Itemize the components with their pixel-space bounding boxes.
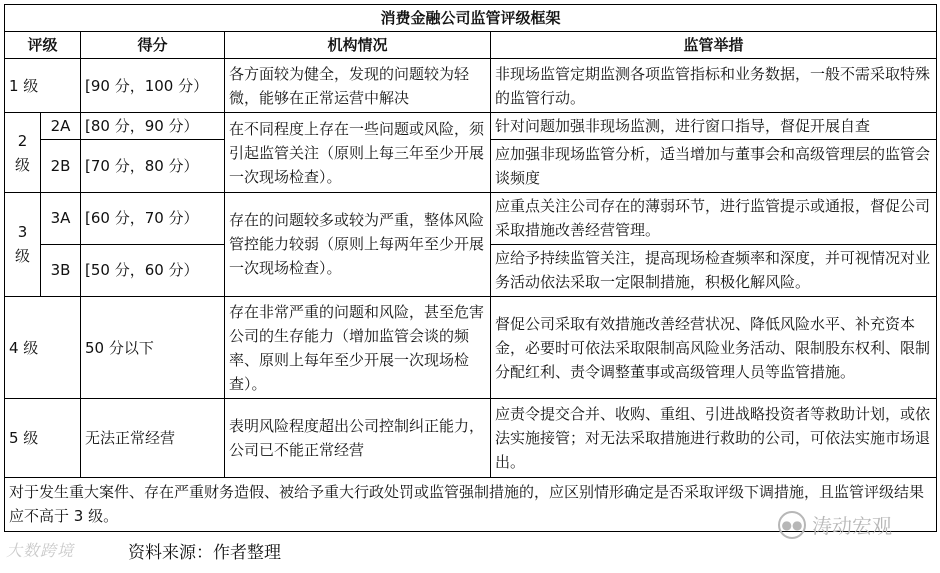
table-row <box>5 192 937 244</box>
level-3a-measures: 应重点关注公司存在的薄弱环节，进行监管提示或通报，督促公司采取措施改善经营管理。 <box>491 192 937 244</box>
header-measures: 监管举措 <box>491 32 937 59</box>
level-3-label <box>5 192 41 296</box>
table-row <box>5 113 937 140</box>
watermark-right-text: 涛动宏观 <box>812 514 892 538</box>
level-4-label: 4 级 <box>5 297 81 399</box>
table-note: 对于发生重大案件、存在严重财务造假、被给予重大行政处罚或监管强制措施的，应区别情形确定是否采取评级下调措施，且监管评级结果应不高于 3 级。 <box>5 477 937 531</box>
level-3a-code: 3A <box>41 192 81 244</box>
level-2b-measures: 应加强非现场监管分析，适当增加与董事会和高级管理层的监管会谈频度 <box>491 140 937 192</box>
level-4-score: 50 分以下 <box>81 297 225 399</box>
table-row <box>5 59 937 113</box>
level-2-situation: 在不同程度上存在一些问题或风险，须引起监管关注（原则上每三年至少开展一次现场检查）。 <box>225 113 491 192</box>
level-3b-score: [50 分，60 分） <box>81 244 225 296</box>
wechat-icon: ●● <box>778 511 806 539</box>
level-5-measures: 应责令提交合并、收购、重组、引进战略投资者等救助计划，或依法实施接管；对无法采取措施进行救助的公司，可依法实施市场退出。 <box>491 399 937 477</box>
table-row <box>5 297 937 399</box>
level-2-label <box>5 113 41 192</box>
table-row <box>5 399 937 477</box>
level-2a-code: 2A <box>41 113 81 140</box>
watermark-left: 大数跨境 <box>6 541 75 560</box>
level-3a-score: [60 分，70 分） <box>81 192 225 244</box>
table-title: 消费金融公司监管评级框架 <box>5 5 937 32</box>
level-2-text: 2 级 <box>14 131 30 174</box>
level-5-situation: 表明风险程度超出公司控制纠正能力，公司已不能正常经营 <box>225 399 491 477</box>
header-situation: 机构情况 <box>225 32 491 59</box>
level-2a-score: [80 分，90 分） <box>81 113 225 140</box>
level-1-label: 1 级 <box>5 59 81 113</box>
level-5-score: 无法正常经营 <box>81 399 225 477</box>
level-4-situation: 存在非常严重的问题和风险，甚至危害公司的生存能力（增加监管会谈的频率、原则上每年至少开展一次现场检查）。 <box>225 297 491 399</box>
level-2b-code: 2B <box>41 140 81 192</box>
level-5-label: 5 级 <box>5 399 81 477</box>
level-2a-measures: 针对问题加强非现场监测，进行窗口指导，督促开展自查 <box>491 113 937 140</box>
level-3-text: 3 级 <box>14 223 30 266</box>
level-4-measures: 督促公司采取有效措施改善经营状况、降低风险水平、补充资本金，必要时可依法采取限制高风险业务活动、限制股东权利、限制分配红利、责令调整董事或高级管理人员等监管措施。 <box>491 297 937 399</box>
source-caption: 资料来源：作者整理 <box>128 543 281 563</box>
level-3-situation: 存在的问题较多或较为严重，整体风险管控能力较弱（原则上每两年至少开展一次现场检查）。 <box>225 192 491 296</box>
level-2b-score: [70 分，80 分） <box>81 140 225 192</box>
level-3b-measures: 应给予持续监管关注，提高现场检查频率和深度，并可视情况对业务活动依法采取一定限制措施，积极化解风险。 <box>491 244 937 296</box>
header-rating: 评级 <box>5 32 81 59</box>
level-1-situation: 各方面较为健全，发现的问题较为轻微，能够在正常运营中解决 <box>225 59 491 113</box>
level-1-score: [90 分，100 分） <box>81 59 225 113</box>
level-3b-code: 3B <box>41 244 81 296</box>
rating-framework-table <box>4 4 937 532</box>
header-score: 得分 <box>81 32 225 59</box>
level-1-measures: 非现场监管定期监测各项监管指标和业务数据，一般不需采取特殊的监管行动。 <box>491 59 937 113</box>
watermark-right <box>778 510 892 539</box>
